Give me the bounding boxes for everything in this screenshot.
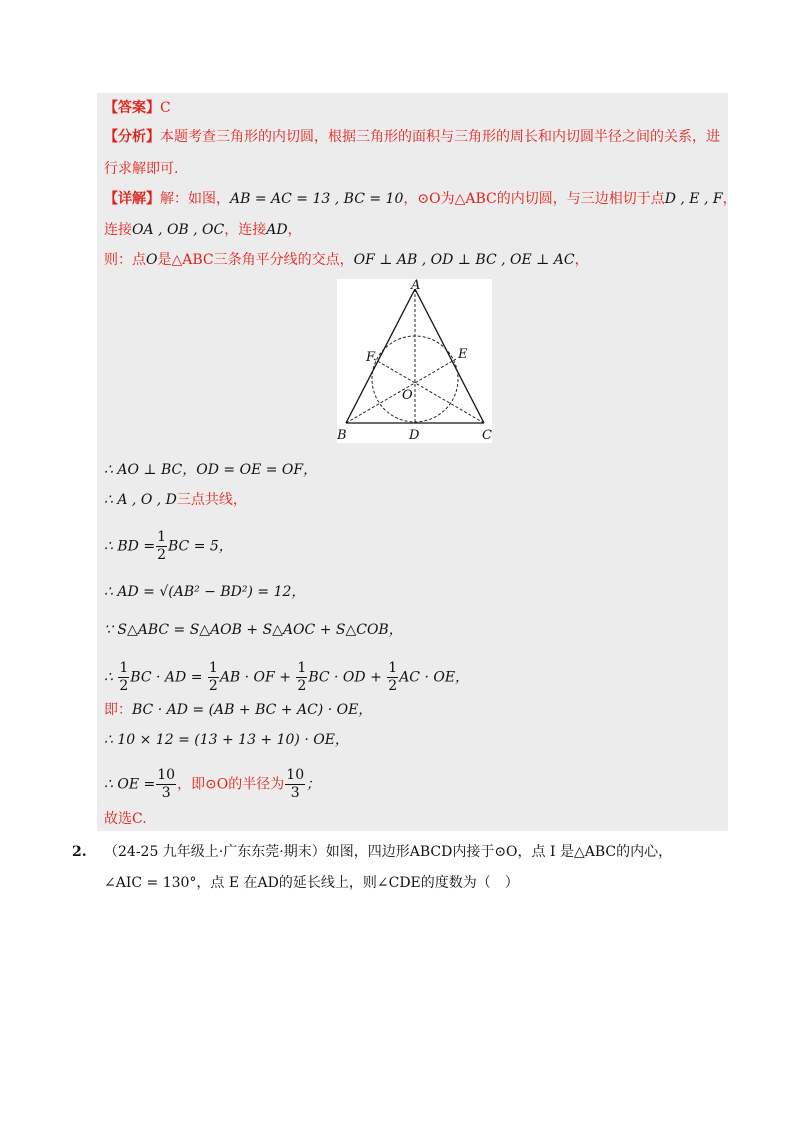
- question-2-line-2: ∠AIC = 130°，点 E 在AD的延长线上，则∠CDE的度数为（ ）: [104, 875, 519, 891]
- fraction-denominator: 2: [119, 678, 129, 694]
- fraction-numerator: 1: [119, 660, 129, 676]
- detail-math-3b: O: [146, 252, 158, 268]
- question-source: （24-25 九年级上·广东东莞·期末）: [104, 844, 326, 860]
- step-6-term-1: BC · AD =: [130, 669, 203, 686]
- fraction-ten-thirds-2: [285, 767, 305, 802]
- fraction-denominator: 2: [388, 678, 398, 694]
- fraction-ten-thirds-1: [156, 767, 176, 802]
- step-9-text-2: ⊙O的半径为: [205, 776, 285, 793]
- fraction-half-2: [208, 660, 219, 695]
- step-6-term-2: AB · OF +: [219, 669, 291, 686]
- analysis-label: 【分析】: [104, 129, 160, 145]
- step-10: 故选C.: [104, 811, 147, 827]
- detail-line-2: [104, 220, 302, 240]
- fraction-numerator: 1: [297, 660, 307, 676]
- step-3-rhs: BC = 5，: [167, 538, 233, 555]
- step-9: [104, 767, 320, 802]
- incircle-figure: [337, 279, 492, 443]
- detail-text-2d: ，: [287, 222, 302, 238]
- answer-label: 【答案】: [104, 100, 160, 116]
- detail-line-3: [104, 250, 589, 270]
- detail-text-2b: ，连接: [224, 222, 267, 238]
- label-c: C: [482, 428, 492, 443]
- fraction-numerator: 10: [286, 767, 305, 783]
- question-number: 2.: [72, 844, 87, 860]
- step-5: ∵ S△ABC = S△AOB + S△AOC + S△COB，: [104, 622, 403, 638]
- step-6-term-4: AC · OE，: [399, 669, 470, 686]
- fraction-denominator: 2: [157, 547, 166, 563]
- step-2: [104, 490, 247, 510]
- detail-text-1c: ⊙O为△ABC的内切圆，与三边相切于点: [417, 191, 665, 207]
- fraction-numerator: 1: [388, 660, 398, 676]
- detail-math-1: AB = AC = 13 , BC = 10: [230, 191, 404, 207]
- step-7-math: BC · AD = (AB + BC + AC) · OE，: [132, 702, 373, 718]
- step-1: ∴ AO ⊥ BC，OD = OE = OF，: [104, 462, 318, 478]
- step-9-end: ；: [306, 776, 321, 793]
- fraction-denominator: 3: [290, 785, 300, 801]
- detail-text-1b: ，: [403, 191, 418, 207]
- fraction-numerator: 10: [157, 767, 176, 783]
- fraction-denominator: 2: [208, 678, 218, 694]
- analysis-line-2: 行求解即可.: [104, 161, 179, 177]
- triangle-diagram: [337, 279, 492, 443]
- step-7-label: 即：: [104, 702, 132, 718]
- side-ac: [415, 289, 484, 423]
- step-2-text: 三点共线，: [176, 492, 247, 508]
- step-6-therefore: ∴: [104, 669, 113, 686]
- answer-line: [104, 98, 171, 118]
- fraction-half-4: [387, 660, 398, 695]
- question-2-line-1: [72, 842, 672, 862]
- question-text-1: 如图，四边形ABCD内接于⊙O，点 I 是△ABC的内心，: [325, 844, 673, 860]
- detail-text-3c: 是△ABC三条角平分线的交点，: [157, 252, 354, 268]
- label-d: D: [409, 428, 420, 443]
- detail-math-3: OF ⊥ AB , OD ⊥ BC , OE ⊥ AC: [353, 252, 575, 268]
- answer-value: C: [160, 100, 171, 116]
- step-2-math: ∴ A , O , D: [104, 492, 177, 508]
- detail-label: 【详解】: [104, 191, 160, 207]
- step-9-lhs: ∴ OE =: [104, 776, 156, 793]
- step-6: [104, 660, 469, 695]
- detail-math-2: OA , OB , OC: [132, 222, 225, 238]
- detail-text-3d: ，: [574, 252, 589, 268]
- fraction-half-1: [118, 660, 129, 695]
- label-b: B: [337, 428, 347, 443]
- step-9-text-1: ，即: [177, 776, 206, 793]
- fraction-half-3: [296, 660, 307, 695]
- label-e: E: [458, 347, 468, 362]
- fraction-denominator: 3: [161, 785, 171, 801]
- detail-text-1a: 解：如图，: [160, 191, 230, 207]
- step-4: ∴ AD = √(AB² − BD²) = 12，: [104, 584, 306, 600]
- step-3: [104, 529, 233, 564]
- fraction-numerator: 1: [157, 529, 166, 545]
- step-3-lhs: ∴ BD =: [104, 538, 156, 555]
- analysis-text-1: 本题考查三角形的内切圆，根据三角形的面积与三角形的周长和内切圆半径之间的关系，进: [160, 129, 720, 145]
- detail-text-2a: 连接: [104, 222, 132, 238]
- fraction-half: [156, 529, 167, 564]
- detail-points: D , E , F: [664, 191, 723, 207]
- label-a: A: [411, 279, 421, 293]
- analysis-line-1: [104, 127, 720, 147]
- label-f: F: [366, 350, 376, 365]
- step-7: [104, 700, 372, 720]
- detail-math-2c: AD: [266, 222, 288, 238]
- step-6-term-3: BC · OD +: [308, 669, 382, 686]
- detail-line-1: [104, 189, 737, 209]
- label-o: O: [402, 388, 413, 403]
- fraction-denominator: 2: [297, 678, 307, 694]
- detail-text-3a: 则：点: [104, 252, 146, 268]
- detail-text-1e: ，: [722, 191, 737, 207]
- fraction-numerator: 1: [208, 660, 218, 676]
- step-8: ∴ 10 × 12 = (13 + 13 + 10) · OE，: [104, 732, 349, 748]
